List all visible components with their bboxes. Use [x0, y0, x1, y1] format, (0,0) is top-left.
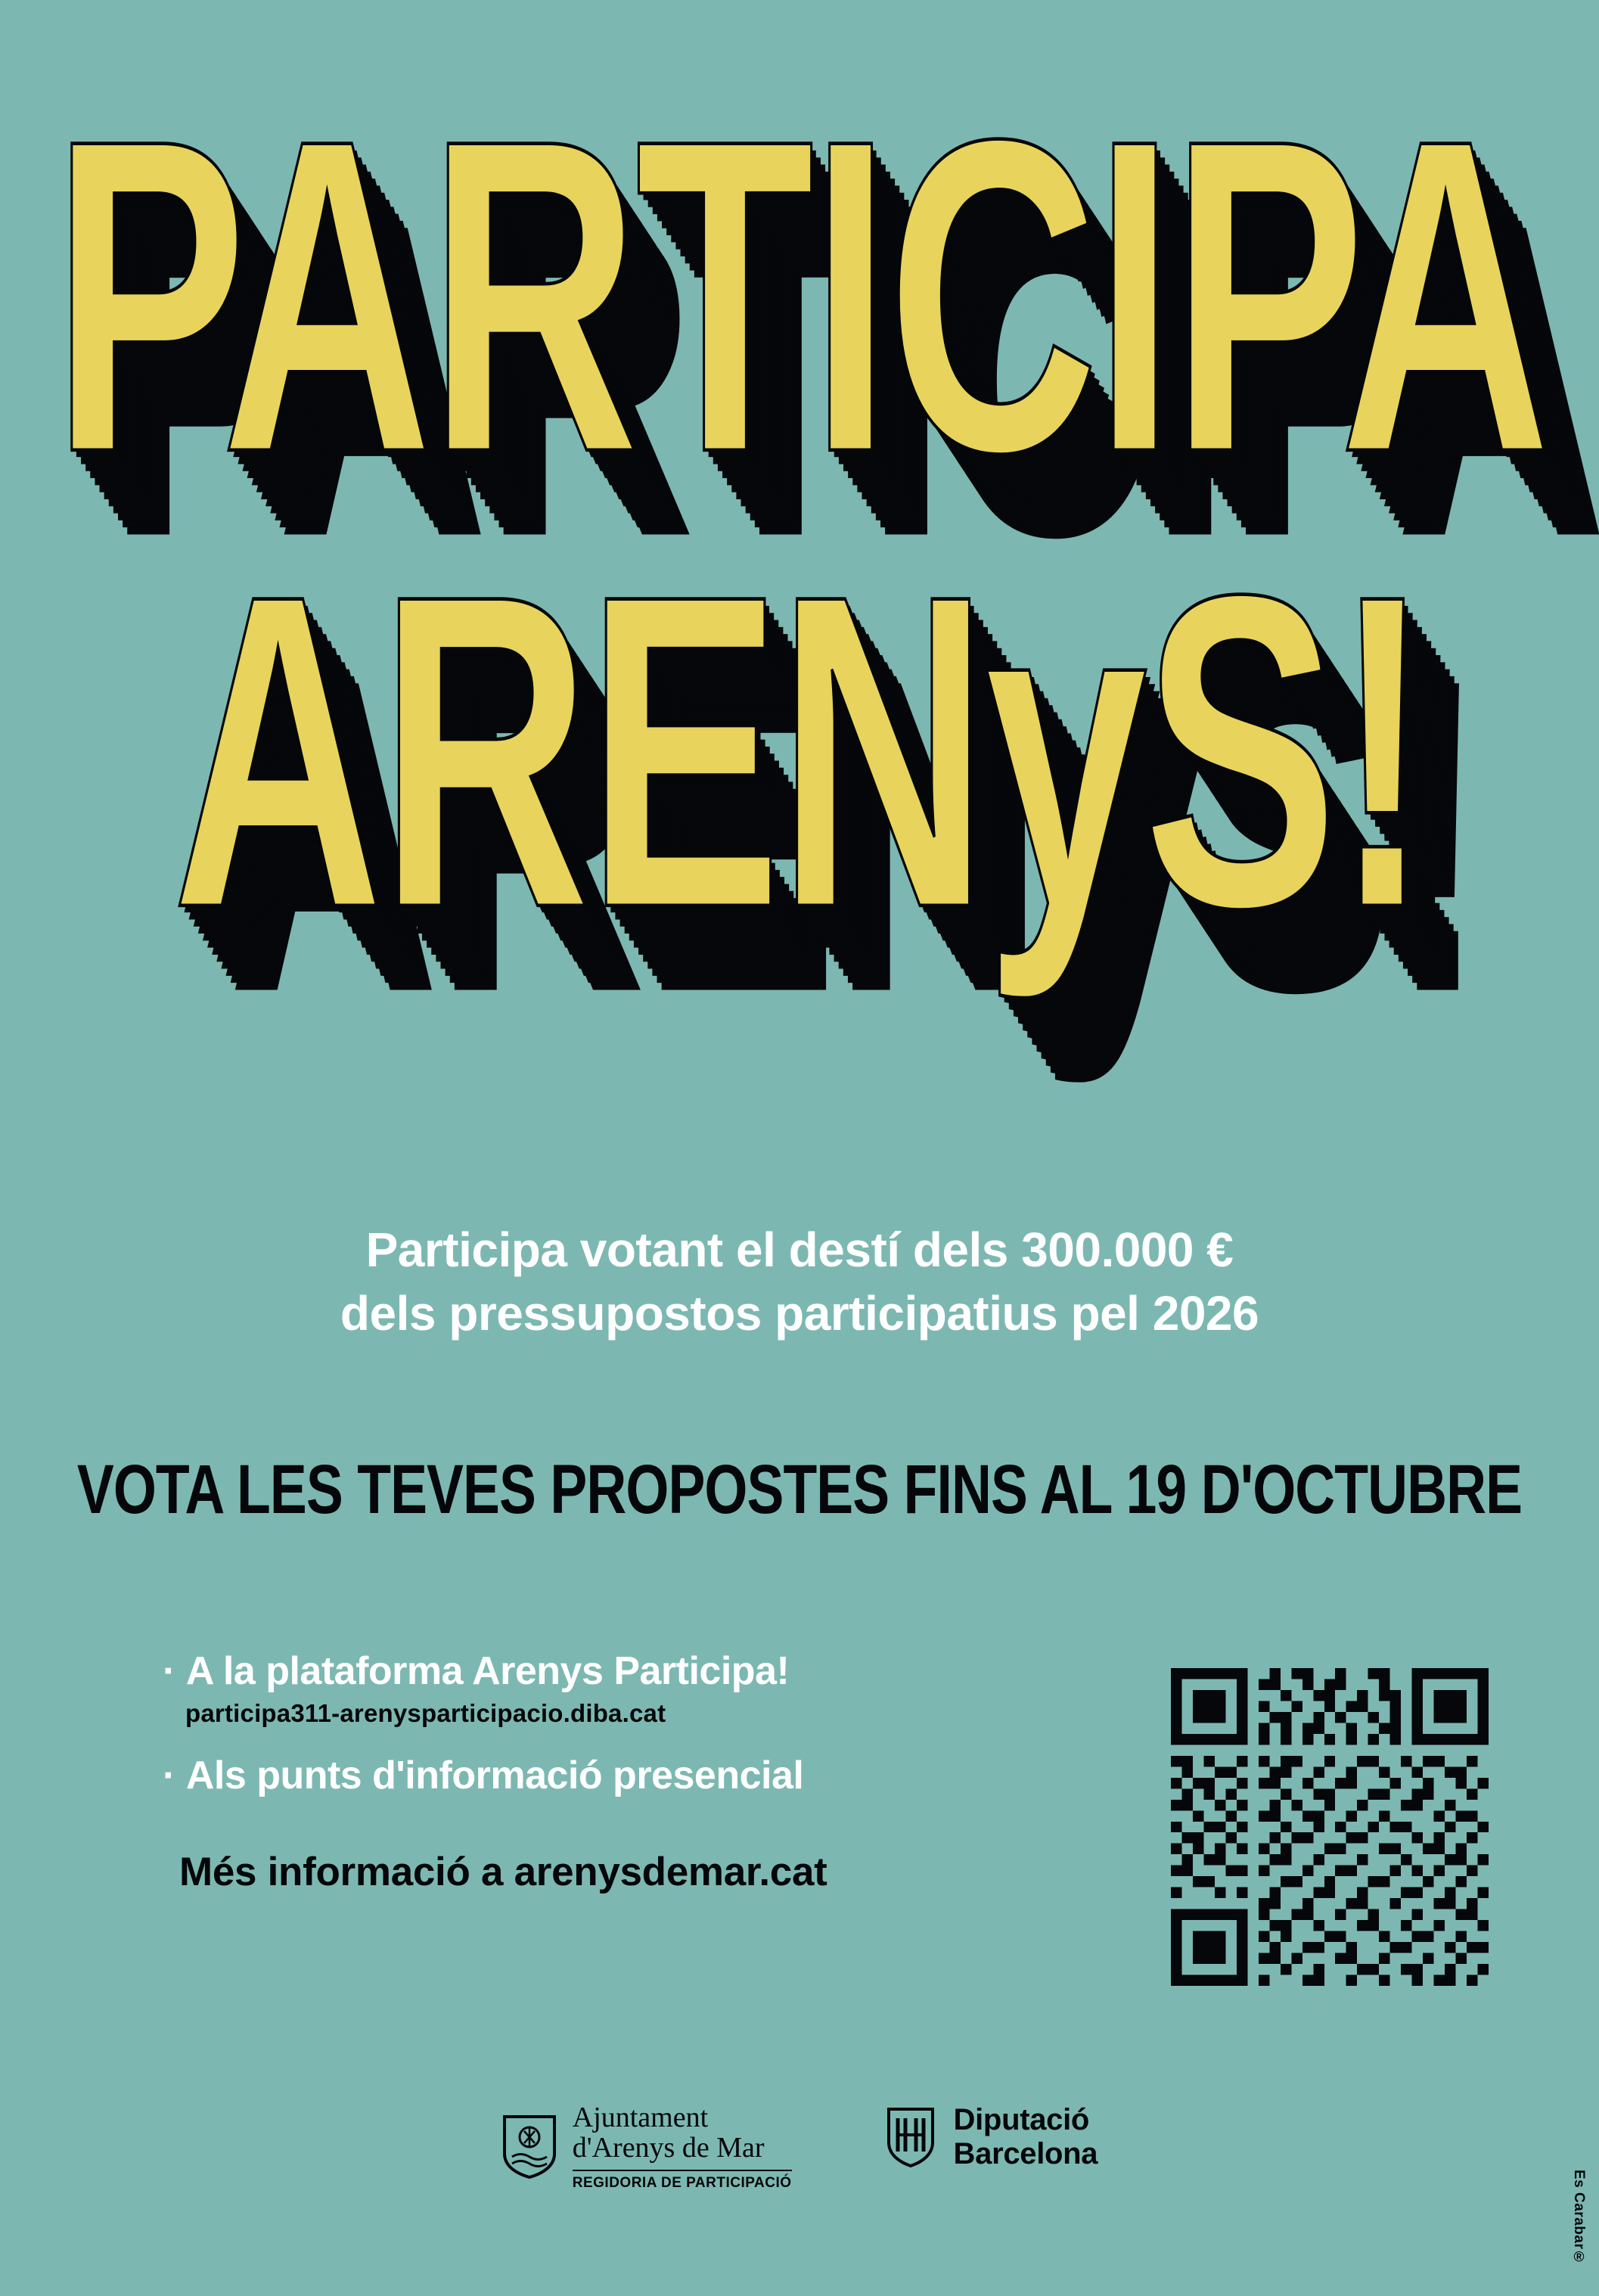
headline-line-2-part-1: AREN [172, 502, 985, 1000]
subheading [0, 1218, 1599, 1346]
list-item-label-1: A la plataforma Arenys Participa! [185, 1649, 790, 1693]
logo-diputacio-barcelona [883, 2103, 1098, 2171]
list-item-label-2: Als punts d'informació presencial [185, 1753, 804, 1797]
logo-ajuntament-arenys-de-mar [501, 2103, 792, 2191]
footer-logos [0, 2103, 1599, 2191]
list-item [163, 1649, 1108, 1695]
list-item [163, 1754, 1108, 1799]
logo-ajuntament-text [573, 2103, 792, 2191]
headline-line-1: PARTICIPA [51, 46, 1548, 545]
poster-headline [0, 46, 1599, 1000]
logo-diputacio-line-1: Diputació [953, 2103, 1090, 2136]
arenys-de-mar-crest-icon [501, 2114, 557, 2179]
bullet-dot-icon: · [163, 1753, 175, 1797]
logo-ajuntament-line-1: Ajuntament [572, 2102, 709, 2133]
bullet-dot-icon: · [163, 1649, 175, 1693]
subheading-line-1: Participa votant el destí dels 300.000 € [365, 1223, 1234, 1277]
logo-ajuntament-line-3: REGIDORIA DE PARTICIPACIÓ [573, 2170, 792, 2191]
platform-url[interactable]: participa311-arenysparticipacio.diba.cat [185, 1698, 666, 1727]
more-info-text: Més informació a arenysdemar.cat [179, 1849, 827, 1894]
logo-diputacio-text [954, 2103, 1098, 2171]
designer-credit: Es Carabar® [1571, 2170, 1587, 2266]
subheading-line-2: dels pressupostos participatius pel 2026 [340, 1286, 1259, 1341]
qr-code[interactable] [1171, 1668, 1489, 1986]
headline-line-2-part-2: y [984, 502, 1143, 1000]
deadline-text: VOTA LES TEVES PROPOSTES FINS AL 19 D'OCTUBRE [76, 1449, 1523, 1529]
qr-code-icon[interactable] [1171, 1668, 1489, 1986]
diputacio-barcelona-crest-icon [883, 2105, 939, 2170]
logo-ajuntament-line-2: d'Arenys de Mar [572, 2131, 765, 2164]
info-block [163, 1649, 1108, 1895]
logo-diputacio-line-2: Barcelona [953, 2136, 1098, 2170]
headline-line-2 [0, 502, 1599, 1000]
headline-line-2-part-3: S! [1142, 502, 1427, 1000]
